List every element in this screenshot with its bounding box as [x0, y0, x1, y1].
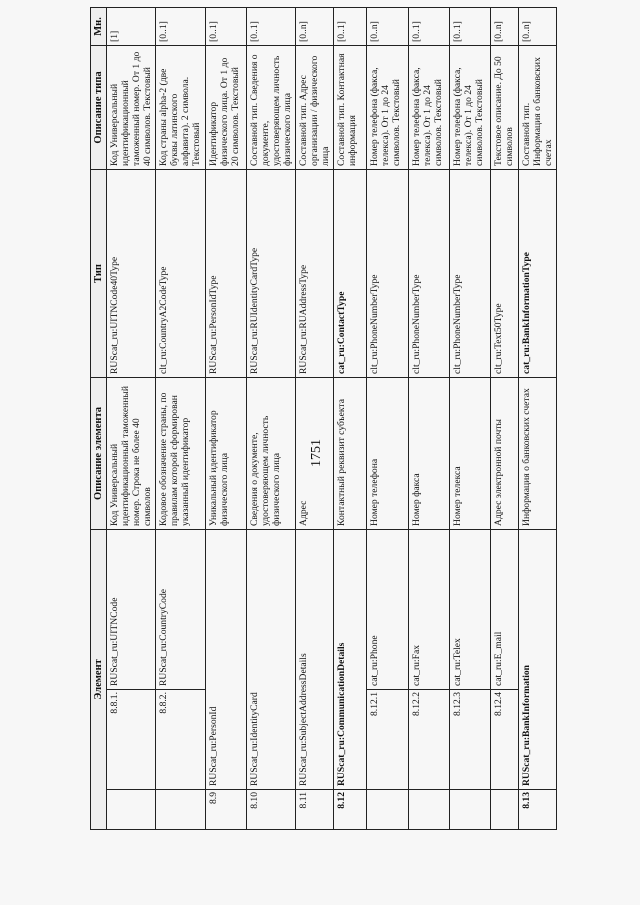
row-type: cat_ru:BankInformationType	[519, 169, 557, 377]
row-number: 8.12.4	[491, 690, 519, 790]
row-element-name: RUScat_ru:PersonId	[206, 529, 247, 789]
table-row	[156, 7, 206, 829]
row-type-desc: Номер телефона (факса, телекса). От 1 до 24 символов. Текстовый	[450, 45, 491, 169]
row-number: 8.12	[334, 790, 367, 830]
row-cardinality: [0..1]	[206, 7, 247, 45]
col-header-element-desc: Описание элемента	[91, 377, 107, 529]
row-type: clt_ru:PhoneNumberType	[367, 169, 409, 377]
row-type-desc: Идентификатор физического лица. От 1 до 20 символов. Текстовый	[206, 45, 247, 169]
row-element-desc: Сведения о документе, удостоверяющем личность физического лица	[247, 377, 296, 529]
row-type-desc: Составной тип. Контактная информация	[334, 45, 367, 169]
row-number: 8.11	[296, 790, 334, 830]
row-type: RUScat_ru:RUAddressType	[296, 169, 334, 377]
row-type: RUScat_ru:PersonIdType	[206, 169, 247, 377]
table-row	[107, 7, 156, 829]
table-row	[206, 7, 247, 829]
row-cardinality: [1]	[107, 7, 156, 45]
row-cardinality: [0..1]	[334, 7, 367, 45]
row-type: clt_ru:CountryA2CodeType	[156, 169, 206, 377]
row-element-desc: Кодовое обозначение страны, по правилам которой сформирован указанный идентификатор	[156, 377, 206, 529]
row-element-name: RUScat_ru:BankInformation	[519, 529, 557, 789]
row-type-desc: Номер телефона (факса, телекса). От 1 до 24 символов. Текстовый	[409, 45, 450, 169]
row-element-desc: Номер телефона	[367, 377, 409, 529]
row-type-desc: Составной тип. Информация о банковских счетах	[519, 45, 557, 169]
table-rotator	[90, 17, 554, 830]
row-cardinality: [0..n]	[491, 7, 519, 45]
rotated-table-frame	[90, 17, 554, 830]
table-row	[409, 7, 450, 829]
row-cardinality: [0..1]	[409, 7, 450, 45]
row-element-desc: Адрес	[296, 377, 334, 529]
row-element-name: RUScat_ru:UITNCode	[107, 529, 156, 689]
row-type-desc: Составной тип. Сведения о документе, удостоверяющем личность физического лица	[247, 45, 296, 169]
row-number: 8.12.2	[409, 690, 450, 790]
row-type-desc: Текстовое описание. До 50 символов	[491, 45, 519, 169]
row-element-name: cat_ru:Telex	[450, 529, 491, 689]
table-row	[367, 7, 409, 829]
col-header-type-desc: Описание типа	[91, 45, 107, 169]
row-cardinality: [0..n]	[519, 7, 557, 45]
row-type-desc: Код Универсальный идентификационный таможенный номер. От 1 до 40 символов. Текстовый	[107, 45, 156, 169]
table-row	[450, 7, 491, 829]
row-number: 8.9	[206, 790, 247, 830]
row-number: 8.13	[519, 790, 557, 830]
table-row	[491, 7, 519, 829]
row-cardinality: [0..n]	[296, 7, 334, 45]
col-header-cardinality: Мн.	[91, 7, 107, 45]
row-element-name: RUScat_ru:CommunicationDetails	[334, 529, 367, 789]
row-type: clt_ru:Text50Type	[491, 169, 519, 377]
row-type-desc: Код страны alpha-2 (две буквы латинского алфавита). 2 символа. Текстовый	[156, 45, 206, 169]
row-type: clt_ru:PhoneNumberType	[450, 169, 491, 377]
col-header-element: Элемент	[91, 529, 107, 829]
row-type: RUScat_ru:RUIdentityCardType	[247, 169, 296, 377]
table-row	[296, 7, 334, 829]
row-element-desc: Номер факса	[409, 377, 450, 529]
row-type-desc: Составной тип. Адрес организации / физического лица	[296, 45, 334, 169]
table-row	[519, 7, 557, 829]
row-element-name: RUScat_ru:SubjectAddressDetails	[296, 529, 334, 789]
page-number: 1751	[309, 439, 324, 467]
row-number: 8.8.1.	[107, 690, 156, 790]
element-table	[90, 7, 557, 830]
row-type: cat_ru:ContactType	[334, 169, 367, 377]
row-element-desc: Контактный реквизит субъекта	[334, 377, 367, 529]
row-element-name: RUScat_ru:CountryCode	[156, 529, 206, 689]
row-element-name: cat_ru:Phone	[367, 529, 409, 689]
row-element-desc: Код Универсальный идентификационный таможенный номер. Строка не более 40 символов	[107, 377, 156, 529]
row-element-desc: Уникальный идентификатор физического лица	[206, 377, 247, 529]
col-header-type: Тип	[91, 169, 107, 377]
table-row	[334, 7, 367, 829]
row-element-name: cat_ru:E_mail	[491, 529, 519, 689]
row-element-desc: Адрес электронной почты	[491, 377, 519, 529]
row-type-desc: Номер телефона (факса, телекса). От 1 до 24 символов. Текстовый	[367, 45, 409, 169]
row-cardinality: [0..1]	[156, 7, 206, 45]
row-type: clt_ru:PhoneNumberType	[409, 169, 450, 377]
row-cardinality: [0..1]	[247, 7, 296, 45]
header-row	[91, 7, 107, 829]
row-number: 8.10	[247, 790, 296, 830]
row-element-desc: Информация о банковских счетах	[519, 377, 557, 529]
row-element-desc: Номер телекса	[450, 377, 491, 529]
row-number: 8.12.1	[367, 690, 409, 790]
row-element-name: cat_ru:Fax	[409, 529, 450, 689]
row-number: 8.12.3	[450, 690, 491, 790]
row-element-name: RUScat_ru:IdentityCard	[247, 529, 296, 789]
row-cardinality: [0..n]	[367, 7, 409, 45]
table-row	[247, 7, 296, 829]
row-type: RUScat_ru:UITNCode40Type	[107, 169, 156, 377]
row-cardinality: [0..1]	[450, 7, 491, 45]
row-number: 8.8.2.	[156, 690, 206, 790]
